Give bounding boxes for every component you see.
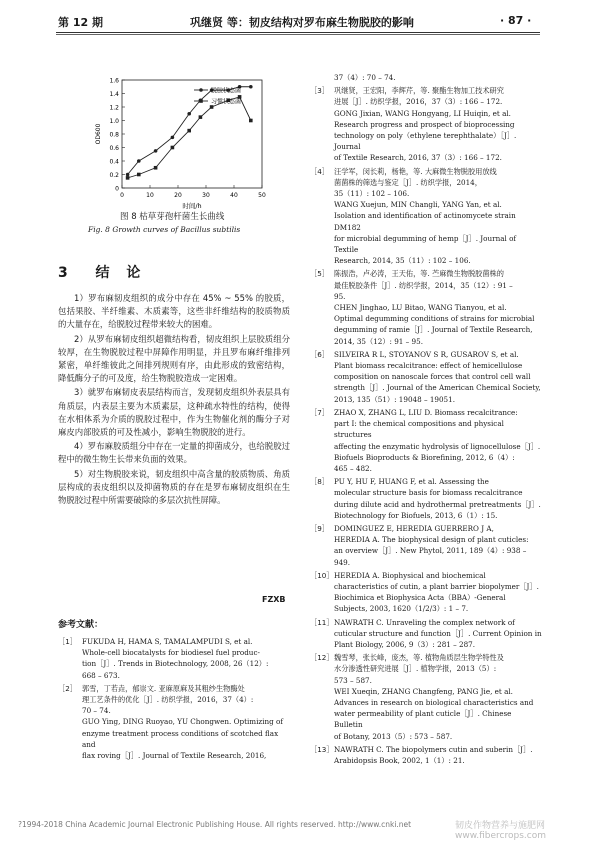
reference-text [334, 166, 542, 267]
reference-text [334, 349, 542, 405]
reference-text [82, 636, 292, 681]
data-point [199, 115, 203, 119]
y-tick-label: 1.2 [109, 104, 119, 112]
reference-line: WANG Xuejun, MIN Changli, YANG Yan, et al. [334, 200, 502, 210]
reference-item [310, 268, 542, 346]
conclusion-body [58, 292, 290, 508]
reference-line: Optimal degumming conditions of strains for microbial [334, 314, 535, 324]
reference-line: 35（11）: 102 – 106. [334, 189, 410, 199]
reference-line: 陈振浩，卢必涛，王天佑，等. 苎麻微生物脱胶菌株的 [334, 269, 504, 279]
reference-line: HEREDIA A. Biophysical and biochemical [334, 570, 486, 580]
reference-line: NAWRATH C. Unraveling the complex network of [334, 617, 515, 627]
reference-number: ［9］ [310, 523, 329, 533]
x-axis-label: 时间/h [182, 202, 202, 210]
reference-line: of Textile Research, 2016, 37（3）: 166 – 172. [334, 153, 502, 163]
reference-text [334, 407, 542, 474]
reference-text [334, 268, 542, 346]
reference-line: HEREDIA A. The biophysical design of plant cuticles: [334, 535, 529, 545]
reference-line: enzyme treatment process conditions of scotched flax and [82, 728, 279, 749]
reference-text [334, 652, 542, 742]
reference-number: ［11］ [310, 617, 334, 627]
data-point [171, 136, 175, 140]
reference-line: 巩继贤，王宏阳，李辉芹，等. 聚酯生物加工技术研究 [334, 86, 504, 96]
y-tick-label: 1.6 [109, 77, 119, 85]
copyright-footer: ?1994-2018 China Academic Journal Electronic Publishing House. All rights reserved. http://www.cnki.net [18, 820, 412, 829]
reference-line: molecular structure basis for biomass recalcitrance [334, 488, 523, 498]
reference-line: 37（4）: 70 – 74. [334, 73, 396, 82]
data-point [249, 119, 253, 123]
reference-line: 70 – 74. [82, 706, 111, 716]
y-tick-label: 0 [115, 185, 119, 193]
reference-item [310, 407, 542, 474]
reference-line: characteristics of cutin, a plant barrier biopolymer［J］. [334, 581, 539, 591]
y-tick-label: 1.0 [109, 118, 119, 125]
reference-line: SILVEIRA R L, STOYANOV S R, GUSAROV S, et al. [334, 349, 519, 359]
conclusion-paragraph-2: 2）从罗布麻韧皮组织超微结构看，韧皮组织上层胶质组分较厚，在生物脱胶过程中屏障作用明显，并且罗布麻纤维排列紧密，单纤维彼此之间排列规则有序，由此形成的致密结构，降低酶分子的可及度，给生物脱胶造成一定困难。 [58, 333, 290, 384]
data-point [137, 159, 141, 163]
reference-line: 郭雪，丁若垚，郁崇文. 亚麻原麻及其粗纱生物酶处 [82, 683, 245, 693]
reference-line: 2013, 135（51）: 19048 – 19051. [334, 394, 455, 404]
x-tick-label: 40 [230, 192, 238, 199]
data-point [126, 173, 130, 177]
legend-label: 脱胶状态菌 [211, 87, 242, 95]
reference-number: ［4］ [310, 166, 329, 176]
site-watermark: 韧皮作物营养与施肥网 www.fibercrops.com [455, 821, 546, 841]
reference-line: Whole-cell biocatalysts for biodiesel fuel produc- [82, 648, 260, 658]
reference-line: flax roving［J］. Journal of Textile Research, 2016, [82, 751, 267, 761]
reference-line: FUKUDA H, HAMA S, TAMALAMPUDI S, et al. [82, 637, 253, 646]
reference-line: an overview［J］. New Phytol, 2011, 189（4）: 938 – [334, 546, 527, 556]
reference-number: ［7］ [310, 407, 329, 417]
header-rule-thin [56, 34, 540, 35]
conclusion-paragraph-5: 5）对生物脱胶来说，韧皮组织中高含量的胶质物质、角质层构成的表皮组织以及抑菌物质的存在是罗布麻韧皮组织在生物脱胶过程中所需要破除的多层次抗性屏障。 [58, 468, 290, 506]
reference-text [334, 617, 542, 651]
legend-label: 习惯状态菌 [211, 98, 242, 106]
section-title [58, 262, 146, 282]
journal-issue: 第 12 期 [58, 16, 103, 29]
data-point [187, 112, 191, 116]
x-tick-label: 50 [258, 192, 266, 199]
reference-line: WEI Xueqin, ZHANG Changfeng, PANG Jie, et al. [334, 686, 513, 696]
header-rule [56, 32, 540, 33]
references-right-column [310, 72, 542, 768]
journal-sign: FZXB [262, 595, 286, 604]
reference-item [310, 72, 542, 83]
reference-number: ［1］ [58, 637, 77, 646]
reference-line: 汪学军，闵长莉，杨艳，等. 大麻微生物脱胶用放线 [334, 166, 497, 176]
reference-line: part I: the chemical compositions and physical structures [334, 419, 504, 440]
reference-line: 魏雪琴，张长峰，庞杰，等. 植物角质层生物学特性及 [334, 653, 504, 663]
reference-line: GUO Ying, DING Ruoyao, YU Chongwen. Optimizing of [82, 717, 283, 727]
section-heading: 结 论 [95, 265, 147, 281]
reference-text [334, 744, 542, 766]
reference-line: Research progress and prospect of bioprocessing [334, 119, 515, 129]
reference-line: 573 – 587. [334, 675, 372, 685]
reference-line: composition on nanoscale forces that control cell wall [334, 372, 531, 382]
reference-text [82, 683, 292, 761]
y-tick-label: 0.2 [109, 172, 119, 179]
reference-line: 理工艺条件的优化［J］. 纺织学报，2016，37（4）: [82, 695, 254, 705]
reference-text [334, 570, 542, 615]
reference-text [334, 85, 542, 163]
references-title: 参考文献： [58, 620, 104, 630]
data-point [187, 129, 191, 133]
reference-line: of Botany, 2013（5）: 573 – 587. [334, 731, 453, 741]
data-point [171, 146, 175, 150]
references-left-column [58, 636, 292, 763]
data-point [154, 149, 158, 153]
figure-caption-cn: 图 8 枯草芽孢杆菌生长曲线 [120, 212, 225, 222]
x-tick-label: 20 [174, 192, 182, 199]
reference-line: Isolation and identification of actinomycete strain DM182 [334, 211, 516, 232]
reference-item [58, 683, 292, 761]
reference-line: 菌菌株的筛选与鉴定［J］. 纺织学报，2014， [334, 177, 482, 187]
reference-line: Research, 2014, 35（11）: 102 – 106. [334, 256, 471, 266]
reference-number [310, 72, 334, 83]
reference-number: ［5］ [310, 269, 329, 279]
reference-line: CHEN Jinghao, LU Bitao, WANG Tianyou, et al. [334, 303, 507, 313]
reference-item [310, 476, 542, 521]
reference-line: degumming of ramie［J］. Journal of Textile Research, [334, 325, 533, 335]
reference-line: 进展［J］. 纺织学报，2016，37（3）: 166 – 172. [334, 97, 503, 107]
reference-item [310, 85, 542, 163]
reference-line: technology on poly（ethylene terephthalate）［J］. Journal [334, 131, 517, 152]
reference-line: Advances in research on biological characteristics and [334, 697, 534, 707]
legend-marker [199, 88, 203, 92]
y-tick-label: 0.4 [109, 158, 119, 166]
page-number: · 87 · [500, 14, 532, 27]
reference-line: 最佳脱胶条件［J］. 纺织学报，2014，35（12）: 91 – [334, 280, 513, 290]
data-point [137, 173, 141, 177]
y-tick-label: 1.4 [109, 91, 119, 98]
data-point [210, 105, 214, 109]
reference-number: ［12］ [310, 653, 334, 663]
conclusion-paragraph-3: 3）就罗布麻韧皮表层结构而言，发现韧皮组织外表层具有角质层，内表层主要为木质素层，这种疏水特性的结构，使得在水相体系为介质的脱胶过程中，作为生物催化剂的酶分子对麻皮内部胶质的可及性减小，影响生物脱胶的进行。 [58, 387, 290, 438]
growth-curve-figure [92, 72, 272, 212]
reference-item [310, 617, 542, 651]
conclusion-paragraph-1: 1）罗布麻韧皮组织的成分中存在 45% ~ 55% 的胶质，包括果胶、半纤维素、木质素等，这些非纤维结构的胶质物质的大量存在，给脱胶过程带来较大的困难。 [58, 293, 290, 330]
series-line-2 [128, 97, 251, 178]
reference-line: Biotechnology for Biofuels, 2013, 6（1）: 15. [334, 510, 498, 520]
conclusion-paragraph-4: 4）罗布麻胶质组分中存在一定量的抑菌成分，也给脱胶过程中的微生物生长带来负面的效果。 [58, 441, 290, 465]
reference-item [58, 636, 292, 681]
reference-line: cuticular structure and function［J］. Current Opinion in [334, 628, 542, 638]
growth-curve-chart [92, 72, 272, 212]
y-axis-label: OD600 [95, 123, 102, 145]
reference-line: Biochimica et Biophysica Acta（BBA）-General [334, 593, 506, 603]
reference-line: for microbial degumming of hemp［J］. Journal of Textile [334, 233, 517, 255]
reference-line: 668 – 673. [82, 670, 120, 680]
reference-line: GONG Jixian, WANG Hongyang, LI Huiqin, et al. [334, 108, 511, 118]
x-tick-label: 0 [120, 192, 124, 199]
reference-number: ［3］ [310, 86, 329, 96]
reference-line: during dilute acid and hydrothermal pretreatments［J］. [334, 499, 541, 509]
reference-item [310, 744, 542, 766]
reference-line: Plant Biology, 2006, 9（3）: 281 – 287. [334, 639, 476, 649]
reference-line: affecting the enzymatic hydrolysis of lignocellulose［J］. [334, 441, 541, 451]
reference-line: tion［J］. Trends in Biotechnology, 2008, 26（12）: [82, 659, 269, 669]
y-tick-label: 0.6 [109, 145, 119, 152]
reference-item [310, 349, 542, 405]
reference-text [334, 72, 542, 83]
reference-line: DOMINGUEZ E, HEREDIA GUERRERO J A, [334, 523, 494, 533]
reference-line: 95. [334, 291, 346, 301]
x-tick-label: 10 [146, 192, 154, 199]
figure-caption-en: Fig. 8 Growth curves of Bacillus subtilis [88, 225, 241, 234]
reference-line: Subjects, 2003, 1620（1/2/3）: 1 – 7. [334, 604, 469, 614]
reference-line: NAWRATH C. The biopolymers cutin and suberin［J］. [334, 744, 533, 754]
section-number: 3 [58, 265, 74, 281]
running-title: 巩继贤 等：韧皮结构对罗布麻生物脱胶的影响 [190, 16, 414, 29]
reference-line: Plant biomass recalcitrance: effect of hemicellulose [334, 361, 523, 371]
reference-line: 465 – 482. [334, 463, 372, 473]
reference-line: ZHAO X, ZHANG L, LIU D. Biomass recalcitrance: [334, 407, 518, 417]
legend-marker [199, 99, 203, 103]
reference-number: ［13］ [310, 744, 334, 754]
reference-number: ［6］ [310, 349, 329, 359]
data-point [154, 166, 158, 170]
reference-number: ［2］ [58, 683, 77, 693]
reference-item [310, 166, 542, 267]
reference-line: 949. [334, 557, 351, 567]
reference-text [334, 476, 542, 521]
reference-line: Biofuels Bioproducts & Biorefining, 2012, 6（4）: [334, 452, 515, 462]
reference-item [310, 652, 542, 742]
reference-line: PU Y, HU F, HUANG F, et al. Assessing the [334, 477, 489, 487]
reference-text [334, 523, 542, 568]
data-point [249, 85, 253, 89]
reference-line: 2014, 35（12）: 91 – 95. [334, 336, 423, 346]
y-tick-label: 0.8 [109, 131, 119, 139]
data-point [126, 176, 130, 180]
reference-line: 水分渗透性研究进展［J］. 植物学报，2013（5）: [334, 664, 497, 674]
reference-line: water permeability of plant cuticle［J］. Chinese Bulletin [334, 709, 512, 730]
reference-number: ［10］ [310, 570, 334, 580]
reference-number: ［8］ [310, 477, 329, 487]
x-tick-label: 30 [202, 192, 210, 199]
reference-item [310, 570, 542, 615]
reference-item [310, 523, 542, 568]
reference-line: Arabidopsis Book, 2002, 1（1）: 21. [334, 755, 465, 765]
reference-line: strength［J］. Journal of the American Chemical Society, [334, 383, 541, 393]
